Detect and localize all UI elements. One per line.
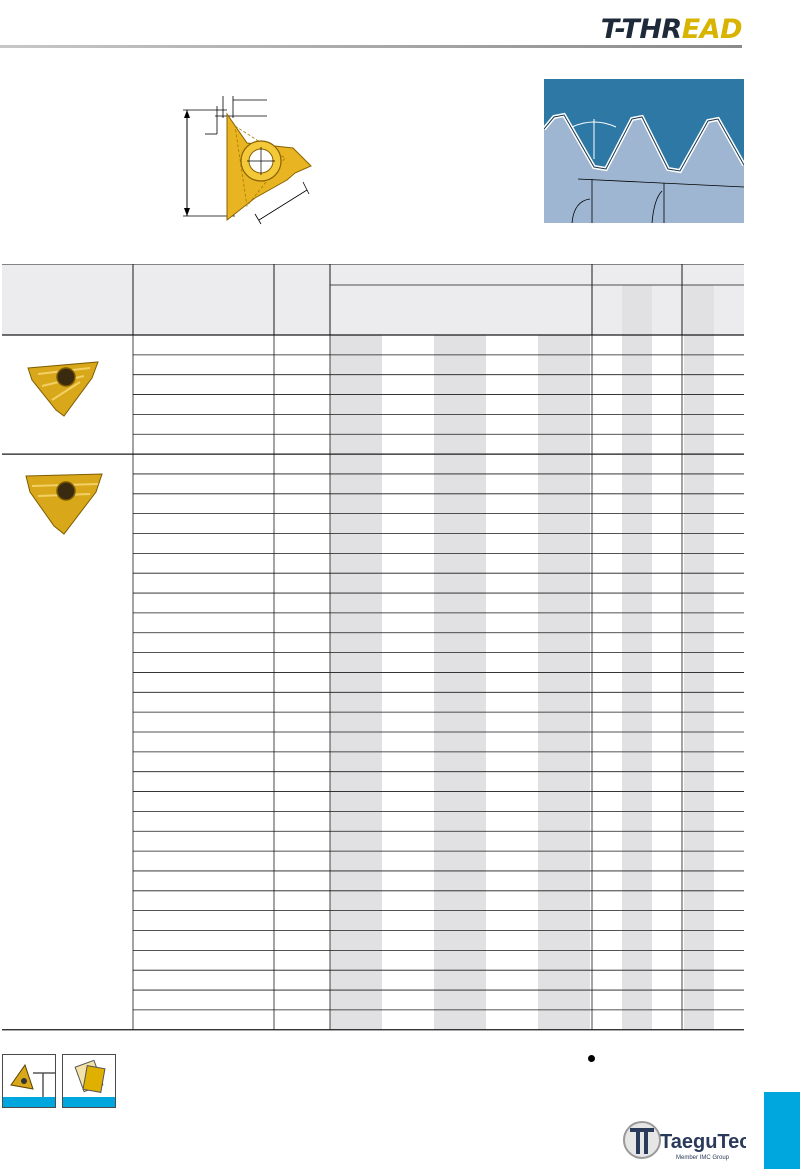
- legend-bullet: [588, 1055, 595, 1062]
- section-tab: [764, 1092, 800, 1169]
- shaded-column: [684, 285, 714, 1030]
- insert-holder-icon: [2, 1054, 56, 1108]
- logo-tagline: Member IMC Group: [676, 1155, 730, 1161]
- shaded-column: [434, 335, 486, 1030]
- taegutec-logo: [620, 1108, 746, 1164]
- shaded-column: [538, 335, 590, 1030]
- table-shaded-columns: [2, 264, 744, 1030]
- thread-profile-illustration: [544, 79, 744, 223]
- shaded-column: [330, 335, 382, 1030]
- logo-wordmark: TaeguTec: [660, 1131, 746, 1153]
- brand-title-tail: EAD: [681, 14, 742, 45]
- brand-title: [560, 8, 742, 48]
- insert-dimension-diagram: [175, 88, 335, 228]
- brand-title-main: T-THR: [600, 14, 682, 45]
- header-merged-cell: [330, 285, 592, 335]
- catalog-icon: [62, 1054, 116, 1108]
- table-image-column-bg: [2, 335, 133, 1030]
- shaded-column: [622, 285, 652, 1030]
- insert-grade-table: [2, 264, 744, 1050]
